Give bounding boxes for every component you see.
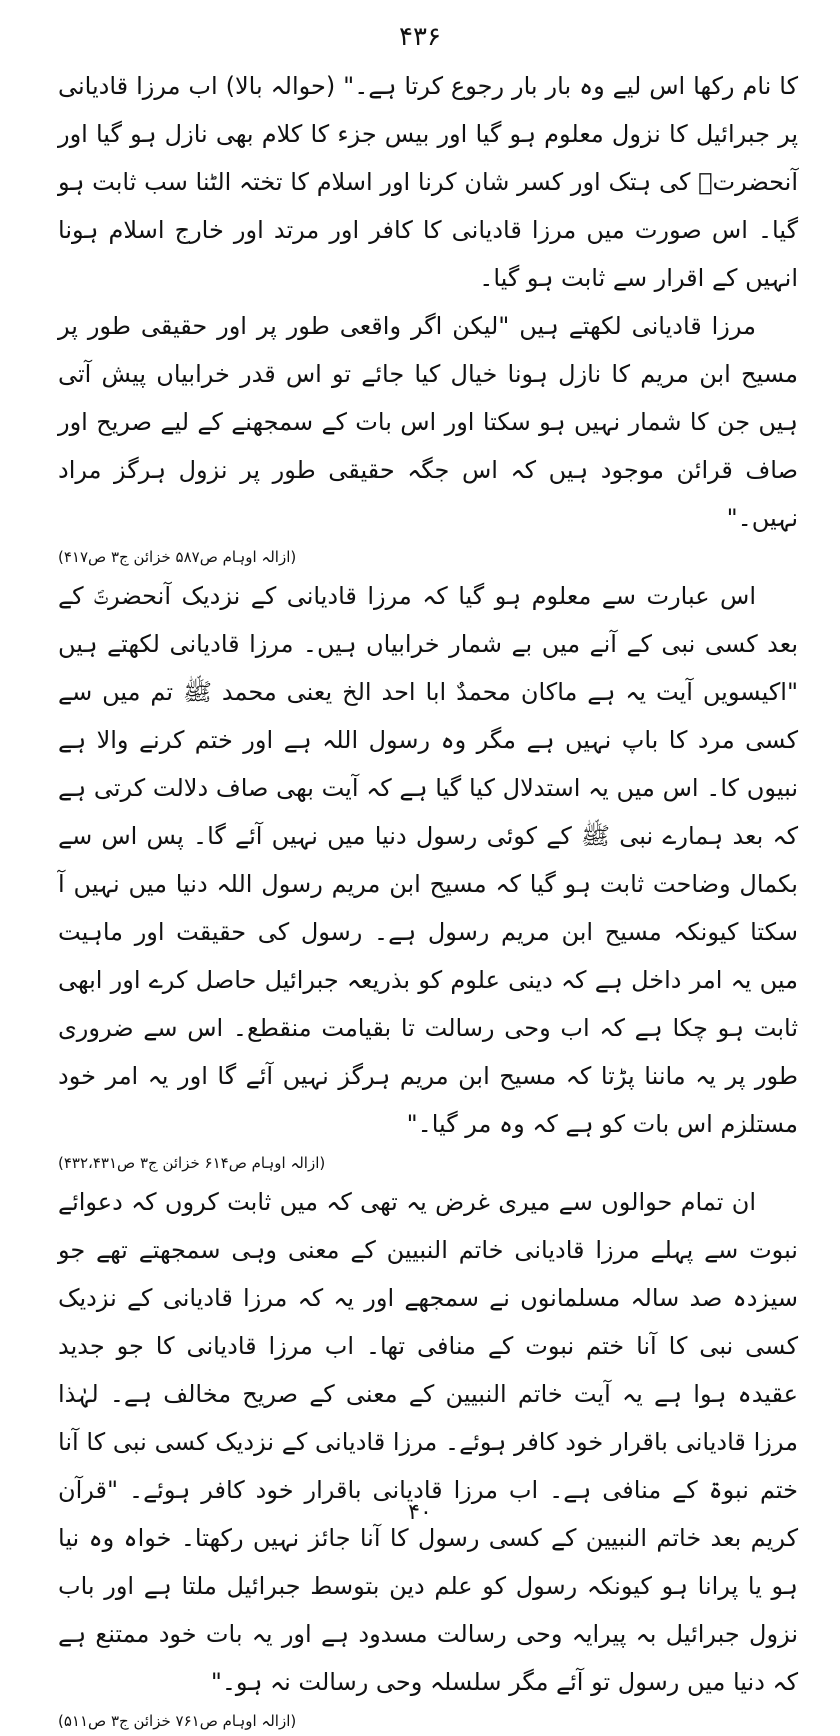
paragraph-3 bbox=[58, 572, 798, 1148]
reference-citation-3: (ازالہ اوہام ص۷۶۱ خزائن ج۳ ص۵۱۱) bbox=[58, 1712, 297, 1730]
paragraph-2 bbox=[58, 302, 798, 542]
text-body bbox=[58, 62, 798, 1736]
paragraph-3-text: اس عبارت سے معلوم ہو گیا کہ مرزا قادیانی کے نزدیک آنحضرتؐ کے بعد کسی نبی کے آنے میں بے شمار خرابیاں ہیں۔ مرزا قادیانی لکھتے ہیں "اکیسویں آیت یہ ہے ماکان محمدٌ ابا احد الخ یعنی محمد ﷺ تم میں سے کسی مرد کا باپ نہیں ہے مگر وہ رسول اللہ ہے اور ختم کرنے والا ہے نبیوں کا۔ اس میں یہ استدلال کیا گیا ہے کہ آیت بھی صاف دلالت کرتی ہے کہ بعد ہمارے نبی ﷺ کے کوئی رسول دنیا میں نہیں آئے گا۔ پس اس سے بکمال وضاحت ثابت ہو گیا کہ مسیح ابن مریم رسول اللہ دنیا میں نہیں آ سکتا کیونکہ مسیح ابن مریم رسول ہے۔ رسول کی حقیقت اور ماہیت میں یہ امر داخل ہے کہ دینی علوم کو بذریعہ جبرائیل حاصل کرے اور ابھی ثابت ہو چکا ہے کہ اب وحی رسالت تا بقیامت منقطع۔ اس سے ضروری طور پر یہ ماننا پڑتا کہ مسیح ابن مریم ہرگز نہیں آئے گا اور یہ امر خود مستلزم اس بات کو ہے کہ وہ مر گیا۔" bbox=[58, 582, 798, 1138]
reference-citation-2: (ازالہ اوہام ص۶۱۴ خزائن ج۳ ص۴۳۲،۴۳۱) bbox=[58, 1154, 326, 1172]
paragraph-1: کا نام رکھا اس لیے وہ بار بار رجوع کرتا ہے۔" (حوالہ بالا) اب مرزا قادیانی پر جبرائیل کا نزول معلوم ہو گیا اور بیس جزء کا کلام بھی نازل ہو گیا اور آنحضرتؐ کی ہتک اور کسر شان کرنا اور اسلام کا تختہ الٹنا سب ثابت ہو گیا۔ اس صورت میں مرزا قادیانی کا کافر اور مرتد اور خارج اسلام ہونا انہیں کے اقرار سے ثابت ہو گیا۔ bbox=[58, 72, 798, 292]
paragraph-4 bbox=[58, 1178, 798, 1706]
page-number-bottom: ۴۰ bbox=[408, 1500, 432, 1525]
reference-citation-1: (ازالہ اوہام ص۵۸۷ خزائن ج۳ ص۴۱۷) bbox=[58, 548, 297, 566]
paragraph-4-text: ان تمام حوالوں سے میری غرض یہ تھی کہ میں ثابت کروں کہ دعوائے نبوت سے پہلے مرزا قادیانی خاتم النبیین کے معنی وہی سمجھتے تھے جو سیزدہ صد سالہ مسلمانوں نے سمجھے اور یہ کہ مرزا قادیانی کے نزدیک کسی نبی کا آنا ختم نبوت کے منافی تھا۔ اب مرزا قادیانی کا جو جدید عقیدہ ہوا ہے یہ آیت خاتم النبیین کے معنی کے صریح مخالف ہے۔ لہٰذا مرزا قادیانی باقرار خود کافر ہوئے۔ مرزا قادیانی کے نزدیک کسی نبی کا آنا ختم نبوۃ کے منافی ہے۔ اب مرزا قادیانی باقرار خود کافر ہوئے۔ "قرآن کریم بعد خاتم النبیین کے کسی رسول کا آنا جائز نہیں رکھتا۔ خواہ وہ نیا ہو یا پرانا ہو کیونکہ رسول کو علم دین بتوسط جبرائیل ملتا ہے اور باب نزول جبرائیل بہ پیرایہ وحی رسالت مسدود ہے اور یہ بات خود ممتنع ہے کہ دنیا میں رسول تو آئے مگر سلسلہ وحی رسالت نہ ہو۔" bbox=[58, 1188, 798, 1696]
paragraph-2-text: مرزا قادیانی لکھتے ہیں "لیکن اگر واقعی طور پر اور حقیقی طور پر مسیح ابن مریم کا نازل ہونا خیال کیا جائے تو اس قدر خرابیاں پیش آتی ہیں جن کا شمار نہیں ہو سکتا اور اس بات کے سمجھنے کے لیے صریح اور صاف قرائن موجود ہیں کہ اس جگہ حقیقی طور پر نزول ہرگز مراد نہیں۔" bbox=[58, 312, 798, 532]
page-number-top: ۴۳۶ bbox=[399, 22, 441, 52]
